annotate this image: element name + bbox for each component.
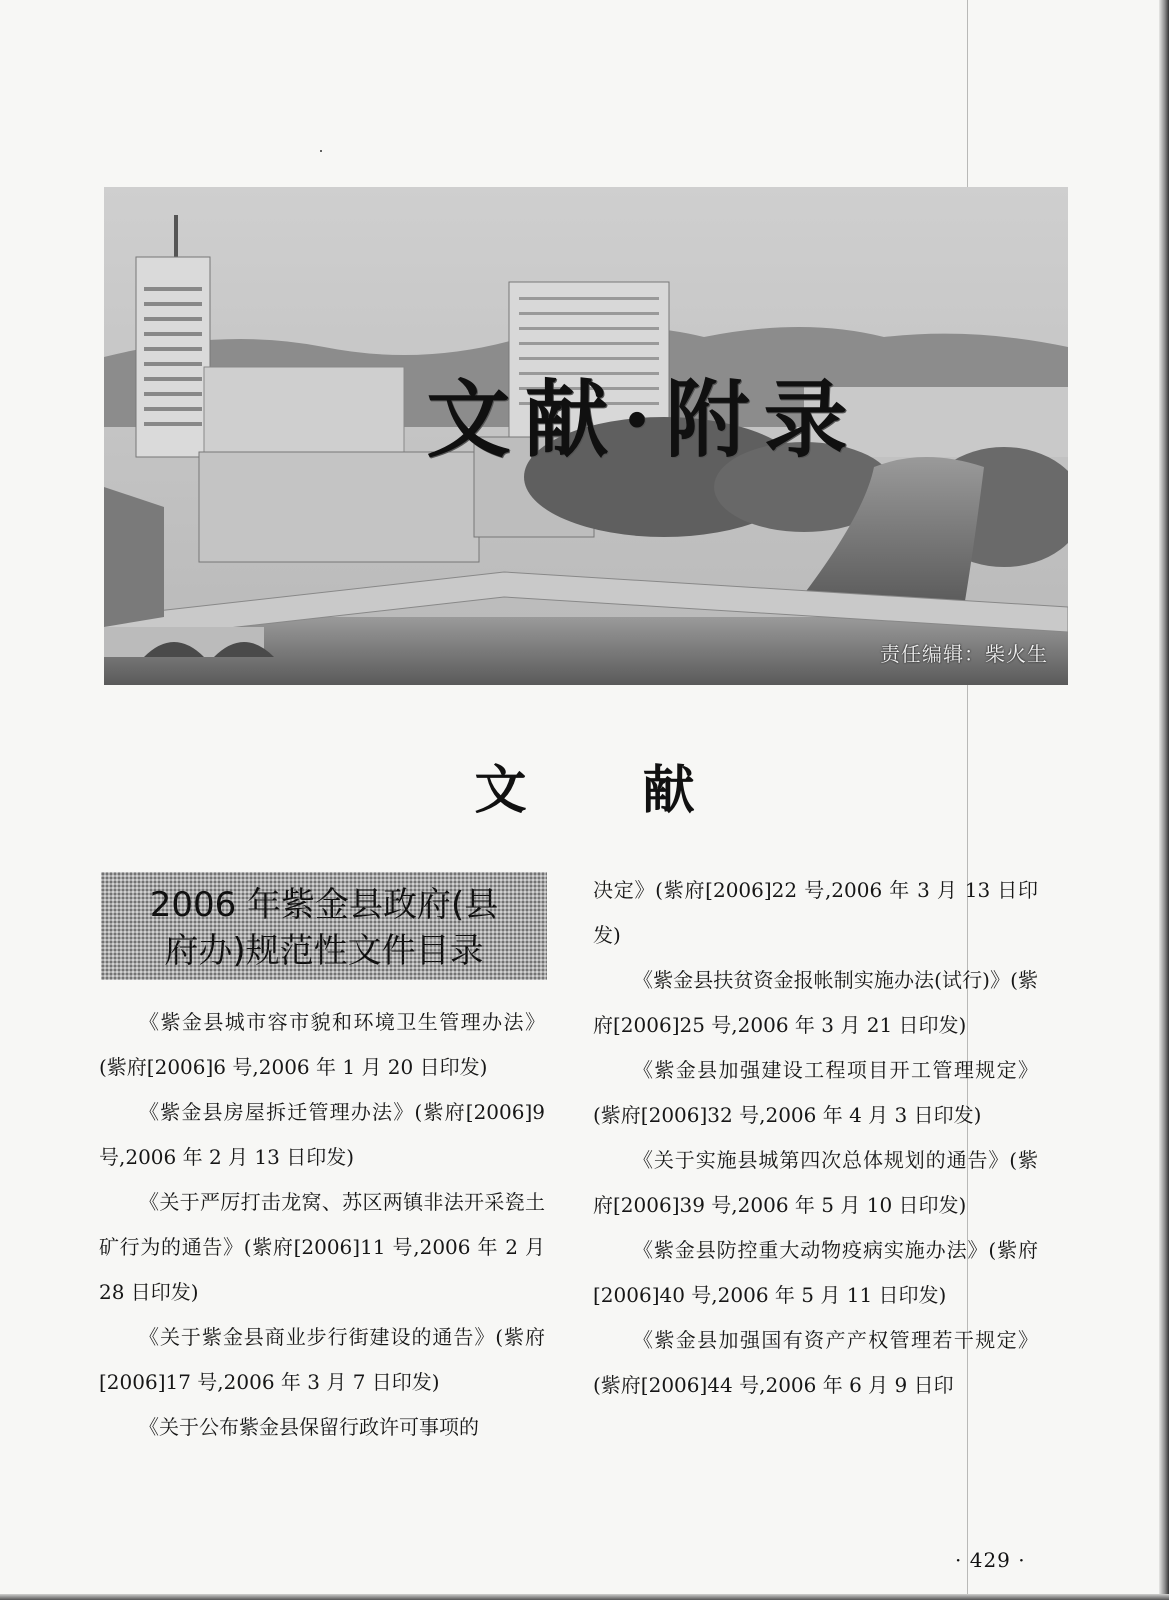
scan-speck <box>320 150 322 152</box>
banner-title: 文献·附录 <box>426 370 862 469</box>
document-entry: 《关于公布紫金县保留行政许可事项的 <box>139 1415 479 1439</box>
section-heading-char-2: 献 <box>642 760 695 821</box>
document-entry: 《紫金县扶贫资金报帐制实施办法(试行)》(紫府[2006]25 号,2006 年 3 月 21 日印发) <box>593 968 1038 1037</box>
document-entry: 《关于紫金县商业步行街建设的通告》(紫府[2006]17 号,2006 年 3 月 7 日印发) <box>99 1325 545 1394</box>
document-entry: 《紫金县城市容市貌和环境卫生管理办法》(紫府[2006]6 号,2006 年 1 月 20 日印发) <box>99 1010 545 1079</box>
scan-edge-bottom <box>0 1594 1169 1600</box>
section-heading <box>0 748 1169 823</box>
document-entry: 《紫金县加强国有资产产权管理若干规定》(紫府[2006]44 号,2006 年 6 月 9 日印 <box>593 1328 1038 1397</box>
document-entry-continuation: 决定》(紫府[2006]22 号,2006 年 3 月 13 日印发) <box>593 878 1038 947</box>
banner-photo <box>104 187 1068 685</box>
document-entry: 《紫金县防控重大动物疫病实施办法》(紫府[2006]40 号,2006 年 5 月 11 日印发) <box>593 1238 1038 1307</box>
catalog-title: 2006 年紫金县政府(县 府办)规范性文件目录 <box>149 885 499 971</box>
editor-credit: 责任编辑：柴火生 <box>880 642 1048 666</box>
right-column <box>593 868 1038 1408</box>
document-entry: 《关于严厉打击龙窝、苏区两镇非法开采瓷土矿行为的通告》(紫府[2006]11 号,2006 年 2 月 28 日印发) <box>99 1190 545 1304</box>
page-number: · 429 · <box>955 1548 1026 1572</box>
document-entry: 《紫金县加强建设工程项目开工管理规定》(紫府[2006]32 号,2006 年 4 月 3 日印发) <box>593 1058 1038 1127</box>
left-column <box>99 1000 545 1450</box>
catalog-title-box <box>101 872 547 980</box>
section-heading-char-1: 文 <box>474 760 527 821</box>
document-entry: 《紫金县房屋拆迁管理办法》(紫府[2006]9 号,2006 年 2 月 13 日印发) <box>99 1100 545 1169</box>
document-entry: 《关于实施县城第四次总体规划的通告》(紫府[2006]39 号,2006 年 5 月 10 日印发) <box>593 1148 1038 1217</box>
